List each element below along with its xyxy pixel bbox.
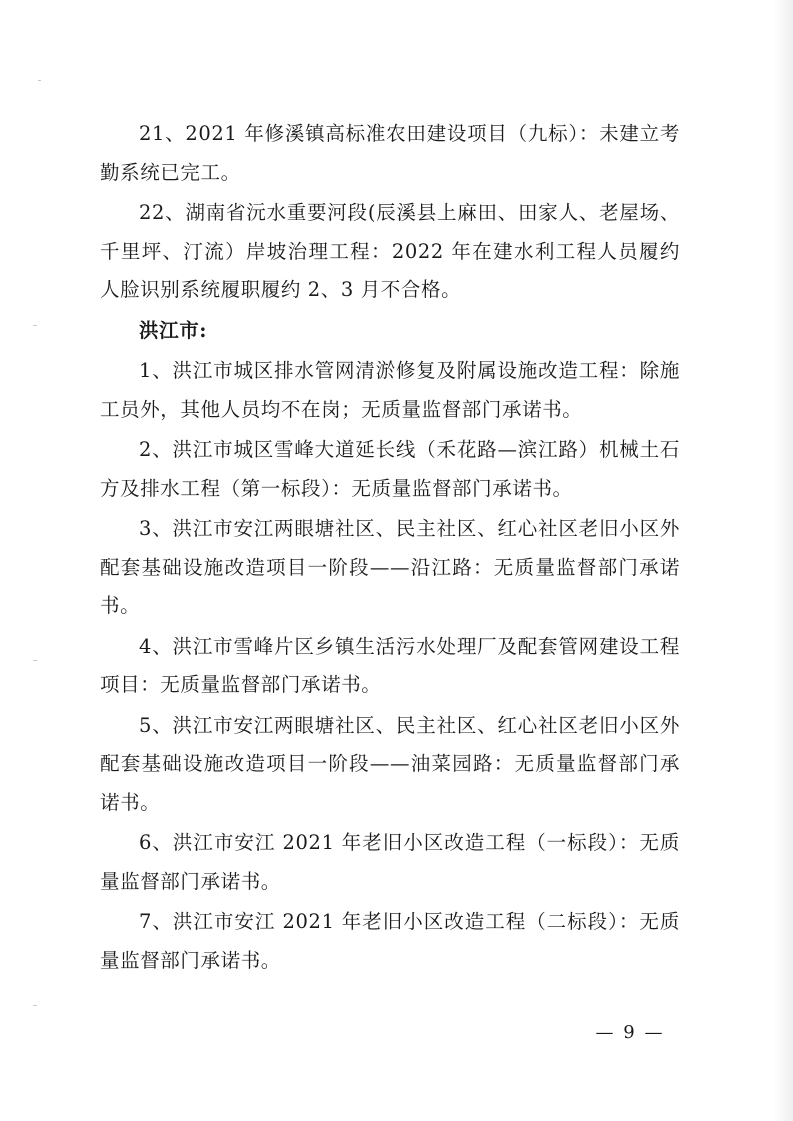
paragraph-item-21: 21、2021 年修溪镇高标准农田建设项目（九标）：未建立考勤系统已完工。 bbox=[100, 122, 680, 184]
paragraph-item-1: 1、洪江市城区排水管网清淤修复及附属设施改造工程：除施工员外，其他人员均不在岗；无质量监督部门承诺书。 bbox=[100, 359, 680, 421]
paragraph-item-4: 4、洪江市雪峰片区乡镇生活污水处理厂及配套管网建设工程项目：无质量监督部门承诺书。 bbox=[100, 634, 680, 696]
binding-mark bbox=[33, 660, 37, 661]
paragraph-item-2: 2、洪江市城区雪峰大道延长线（禾花路—滨江路）机械土石方及排水工程（第一标段）：无质量监督部门承诺书。 bbox=[100, 438, 680, 500]
paragraph-item-22: 22、湖南省沅水重要河段(辰溪县上麻田、田家人、老屋场、千里坪、汀流）岸坡治理工程：2022 年在建水利工程人员履约人脸识别系统履职履约 2、3 月不合格。 bbox=[100, 201, 680, 301]
paragraph-item-3: 3、洪江市安江两眼塘社区、民主社区、红心社区老旧小区外配套基础设施改造项目一阶段——沿江路：无质量监督部门承诺书。 bbox=[100, 517, 680, 617]
document-body bbox=[100, 115, 680, 982]
binding-mark bbox=[33, 1005, 37, 1006]
page-edge-shadow bbox=[773, 0, 793, 1121]
paragraph-item-6: 6、洪江市安江 2021 年老旧小区改造工程（一标段）：无质量监督部门承诺书。 bbox=[100, 831, 680, 893]
paragraph-item-7: 7、洪江市安江 2021 年老旧小区改造工程（二标段）：无质量监督部门承诺书。 bbox=[100, 910, 680, 972]
section-heading-hongjiang: 洪江市: bbox=[139, 318, 208, 342]
binding-mark bbox=[33, 325, 37, 326]
page-number: — 9 — bbox=[595, 1022, 665, 1043]
paragraph-item-5: 5、洪江市安江两眼塘社区、民主社区、红心社区老旧小区外配套基础设施改造项目一阶段——油菜园路：无质量监督部门承诺书。 bbox=[100, 713, 680, 814]
binding-mark bbox=[38, 80, 41, 81]
